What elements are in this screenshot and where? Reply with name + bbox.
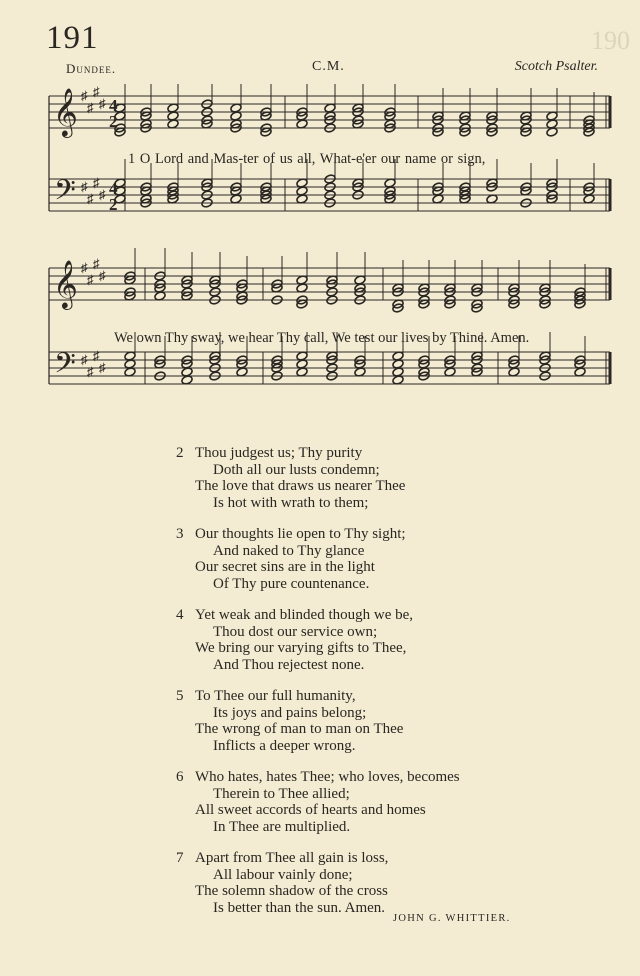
meter: C.M.: [312, 59, 345, 74]
stanza: [176, 850, 576, 916]
stanza-line: [176, 462, 576, 479]
time-signature: 2: [109, 112, 118, 131]
stanza-line: [176, 559, 576, 576]
tune-name: Dundee.: [66, 61, 117, 76]
hymn-number: 191: [46, 20, 99, 56]
sharp-sign: ♯: [99, 96, 106, 111]
verse-number: [176, 478, 195, 495]
verse-number: [176, 786, 213, 803]
stanza-line: [176, 769, 576, 786]
stanza-line: [176, 478, 576, 495]
composer: Scotch Psalter.: [514, 59, 598, 74]
stanza-line: [176, 738, 576, 755]
sharp-sign: ♯: [87, 272, 94, 287]
verse-number: [176, 559, 195, 576]
treble-clef: 𝄞: [53, 259, 78, 308]
stanza-line: [176, 445, 576, 462]
verse-text: Yet weak and blinded though we be,: [195, 607, 414, 623]
stanza-line: [176, 640, 576, 657]
verse-text: Is hot with wrath to them;: [213, 494, 369, 511]
stanza-line: [176, 883, 576, 900]
author-credit: JOHN G. WHITTIER.: [393, 913, 511, 924]
verse-number: [176, 543, 213, 560]
time-signature: 2: [109, 195, 118, 214]
stanza-line: [176, 688, 576, 705]
verse-number: [176, 705, 213, 722]
verse-number: [176, 867, 213, 884]
time-signature: 4: [109, 179, 118, 198]
bass-clef: 𝄢: [54, 174, 76, 214]
stanza-line: [176, 543, 576, 560]
verse-text: To Thee our full humanity,: [195, 688, 356, 704]
verse-number: [176, 883, 195, 900]
stanza-line: [176, 576, 576, 593]
stanza-line: [176, 657, 576, 674]
verse-text: Of Thy pure countenance.: [213, 575, 370, 592]
verse-text: All labour vainly done;: [213, 866, 353, 883]
lyric-line-1: 1 O Lord and Mas-ter of us all, What-e'er our name or sign,: [128, 151, 486, 167]
verse-text: Our thoughts lie open to Thy sight;: [195, 526, 406, 542]
verse-number: [176, 657, 213, 674]
stanza-line: [176, 867, 576, 884]
treble-clef: 𝄞: [53, 87, 78, 136]
stanza-line: [176, 607, 576, 624]
ghost-hymn-number: 190: [591, 26, 630, 55]
verse-text: All sweet accords of hearts and homes: [195, 802, 426, 818]
verse-text: Its joys and pains belong;: [213, 704, 367, 721]
sharp-sign: ♯: [87, 364, 94, 379]
verse-text: Is better than the sun. Amen.: [213, 899, 386, 916]
sharp-sign: ♯: [81, 88, 88, 103]
music-score: [40, 84, 620, 419]
verse-number: [176, 495, 213, 512]
sharp-sign: ♯: [99, 187, 106, 202]
verse-text: And Thou rejectest none.: [213, 656, 365, 673]
sharp-sign: ♯: [81, 352, 88, 367]
verse-text: The love that draws us nearer Thee: [195, 478, 406, 494]
bass-clef: 𝄢: [54, 347, 76, 387]
verse-text: Apart from Thee all gain is loss,: [195, 850, 389, 866]
stanza: [176, 769, 576, 835]
sharp-sign: ♯: [87, 100, 94, 115]
verse-number: [176, 900, 213, 917]
sharp-sign: ♯: [93, 175, 100, 190]
stanza-line: [176, 786, 576, 803]
verse-text: The solemn shadow of the cross: [195, 883, 388, 899]
verse-text: We bring our varying gifts to Thee,: [195, 640, 407, 656]
verse-text: The wrong of man to man on Thee: [195, 721, 404, 737]
stanza-line: [176, 721, 576, 738]
stanza-line: [176, 850, 576, 867]
verse-number: 2: [176, 445, 184, 461]
verse-number: [176, 576, 213, 593]
verse-number: [176, 819, 213, 836]
stanza: [176, 445, 576, 511]
stanza: [176, 688, 576, 754]
verse-text: Inflicts a deeper wrong.: [213, 737, 356, 754]
verse-number: [176, 640, 195, 657]
verse-number: 5: [176, 688, 184, 704]
stanza-line: [176, 819, 576, 836]
stanza-line: [176, 495, 576, 512]
sharp-sign: ♯: [93, 348, 100, 363]
time-signature: 4: [109, 96, 118, 115]
sharp-sign: ♯: [93, 84, 100, 99]
verse-text: Our secret sins are in the light: [195, 559, 375, 575]
lyric-line-2: We own Thy sway, we hear Thy call, We test our lives by Thine. Amen.: [114, 330, 530, 346]
stanza: [176, 607, 576, 673]
verse-text: Thou dost our service own;: [213, 623, 378, 640]
sharp-sign: ♯: [81, 179, 88, 194]
verse-number: 7: [176, 850, 184, 866]
verse-number: [176, 624, 213, 641]
stanza-line: [176, 900, 576, 917]
verse-number: [176, 721, 195, 738]
verse-text: Doth all our lusts condemn;: [213, 461, 380, 478]
verse-text: And naked to Thy glance: [213, 542, 365, 559]
verse-number: [176, 738, 213, 755]
sharp-sign: ♯: [81, 260, 88, 275]
stanza-line: [176, 802, 576, 819]
stanza-line: [176, 526, 576, 543]
verse-text: Thou judgest us; Thy purity: [195, 445, 363, 461]
verse-number: [176, 802, 195, 819]
sharp-sign: ♯: [93, 256, 100, 271]
verse-text: Who hates, hates Thee; who loves, becomes: [195, 769, 460, 785]
verse-number: 3: [176, 526, 184, 542]
sharp-sign: ♯: [99, 268, 106, 283]
stanza-line: [176, 705, 576, 722]
stanza: [176, 526, 576, 592]
verse-number: [176, 462, 213, 479]
stanza-line: [176, 624, 576, 641]
verse-number: 4: [176, 607, 184, 623]
verse-text: In Thee are multiplied.: [213, 818, 351, 835]
stanzas: [176, 445, 576, 931]
verse-number: 6: [176, 769, 184, 785]
verse-text: Therein to Thee allied;: [213, 785, 350, 802]
sharp-sign: ♯: [87, 191, 94, 206]
sharp-sign: ♯: [99, 360, 106, 375]
